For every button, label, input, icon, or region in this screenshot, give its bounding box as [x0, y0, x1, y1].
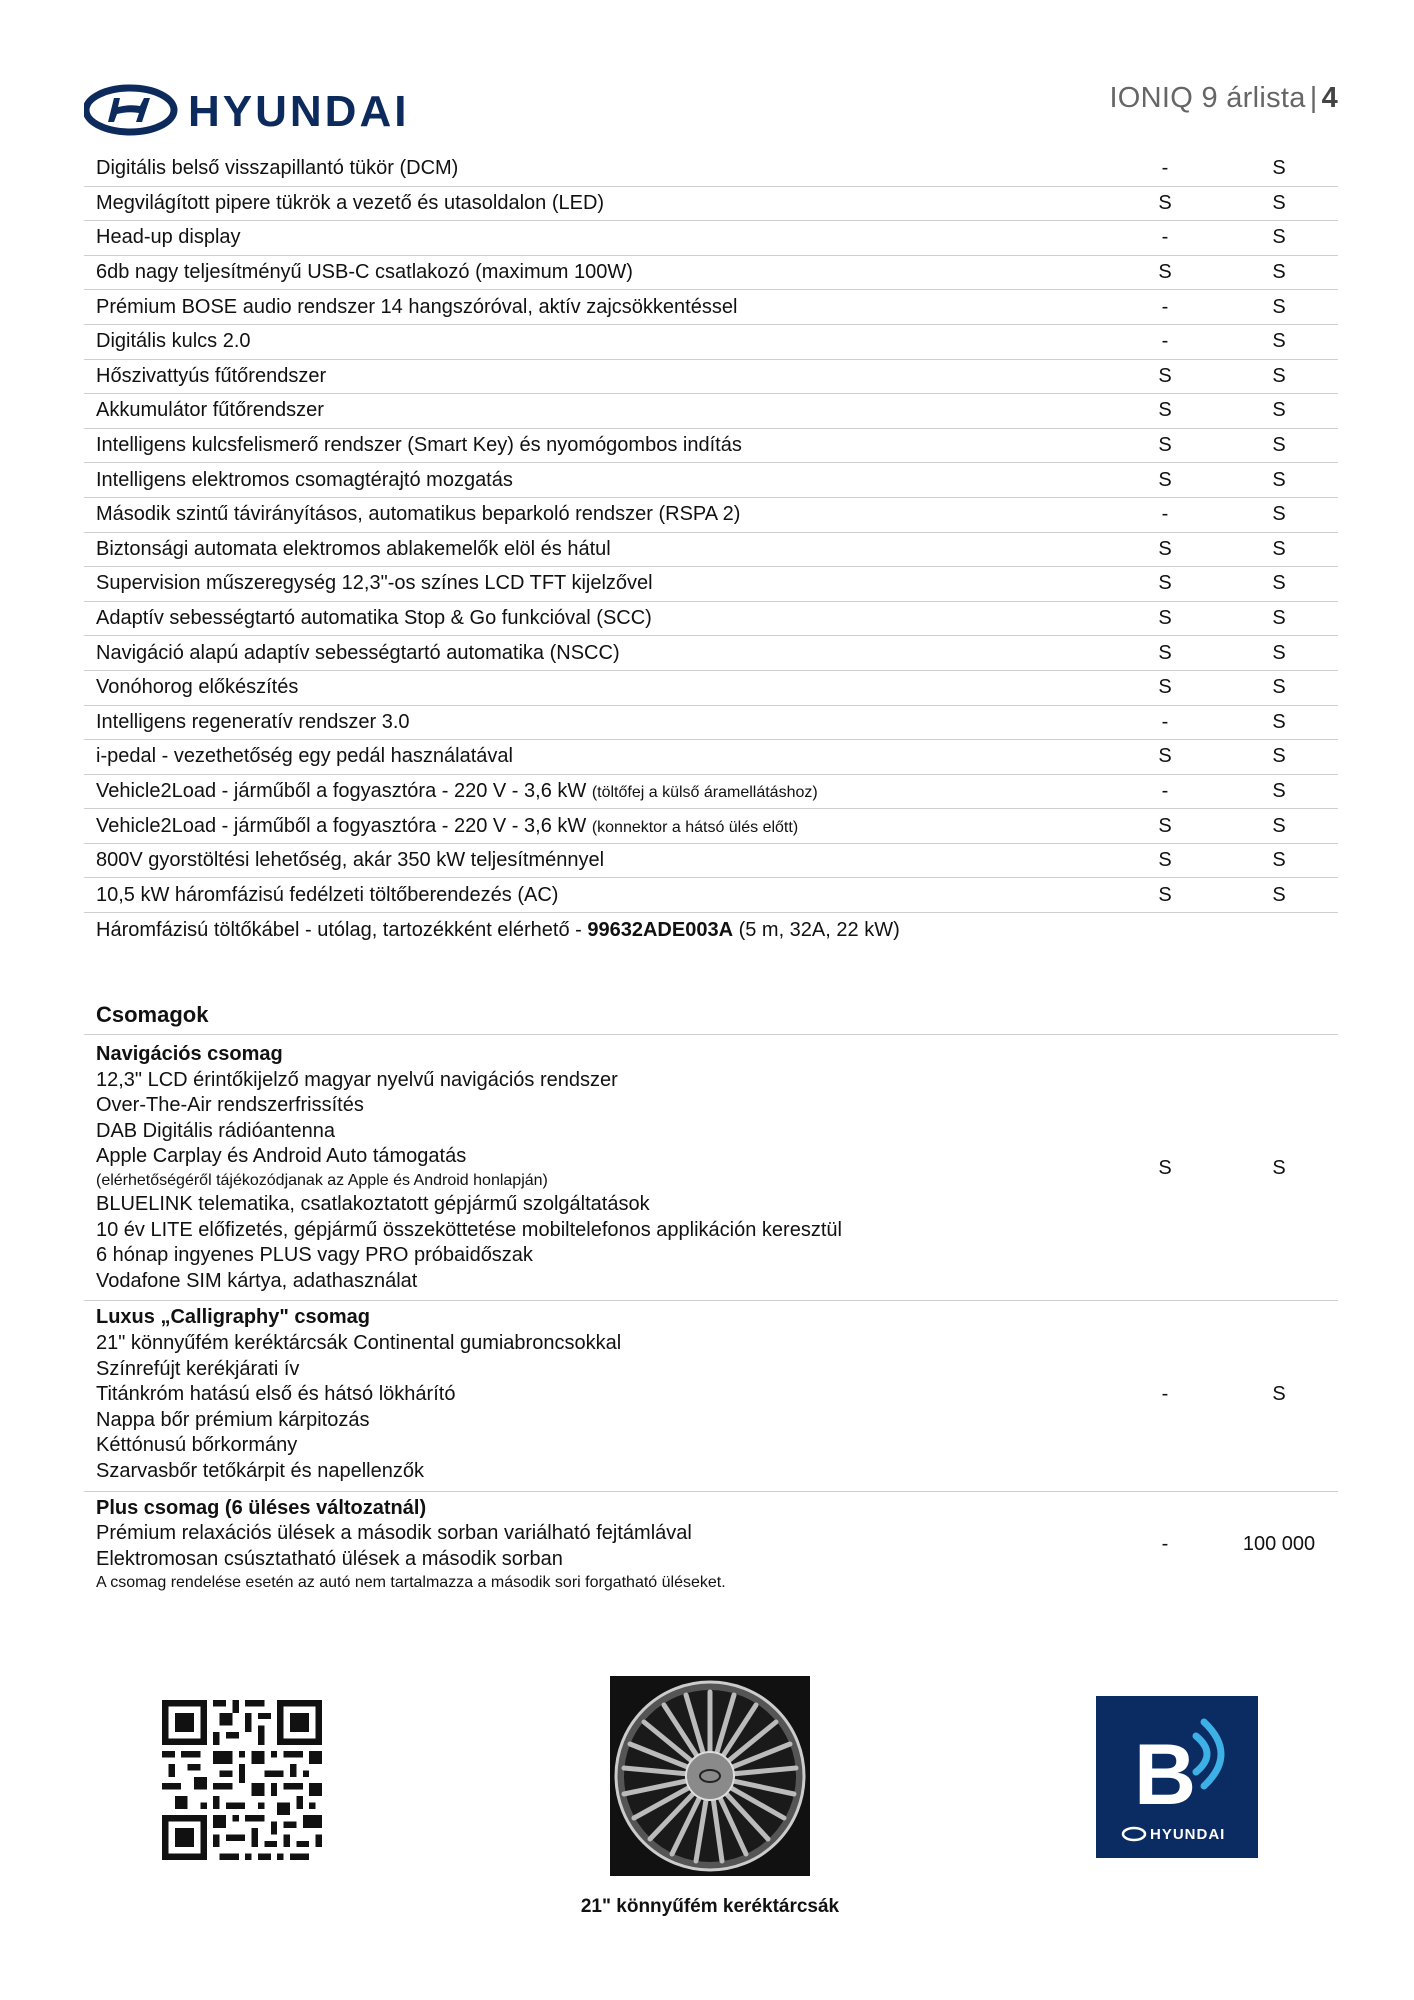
table-row [84, 463, 1338, 498]
trim1-value: S [1158, 572, 1172, 595]
package-item: Prémium relaxációs ülések a második sorban variálható fejtámlával [96, 1522, 692, 1545]
packages-divider [84, 1034, 1338, 1035]
trim1-value: S [1158, 1156, 1172, 1179]
feature-label: Adaptív sebességtartó automatika Stop & Go funkcióval (SCC) [96, 607, 652, 630]
trim2-value: S [1272, 503, 1286, 526]
trim2-value: S [1272, 710, 1286, 733]
plus-package [84, 1492, 1338, 1601]
trim1-value: S [1158, 745, 1172, 768]
package-description [84, 1496, 1108, 1595]
hyundai-wordmark: HYUNDAI [188, 87, 410, 136]
table-row [84, 706, 1338, 741]
trim2-value: S [1272, 1156, 1286, 1179]
feature-label: Második szintű távirányításos, automatikus beparkoló rendszer (RSPA 2) [96, 503, 741, 526]
feature-label: Intelligens elektromos csomagtérajtó mozgatás [96, 468, 513, 491]
table-row [84, 394, 1338, 429]
packages-table [84, 1038, 1338, 1600]
table-row [84, 567, 1338, 602]
trim1-value: - [1161, 157, 1169, 180]
table-row [84, 809, 1338, 844]
feature-label: Megvilágított pipere tükrök a vezető és utasoldalon (LED) [96, 191, 605, 214]
table-row [84, 878, 1338, 913]
trim1-value: S [1158, 537, 1172, 560]
trim2-value: S [1272, 295, 1286, 318]
package-item: Over-The-Air rendszerfrissítés [96, 1094, 364, 1117]
calligraphy-package [84, 1301, 1338, 1491]
package-item: BLUELINK telematika, csatlakoztatott gépjármű szolgáltatások [96, 1192, 650, 1215]
wheel-caption: 21" könnyűfém keréktárcsák [580, 1896, 840, 1917]
trim2-value: S [1272, 607, 1286, 630]
feature-label: Hőszivattyús fűtőrendszer [96, 364, 327, 387]
trim1-value: S [1158, 883, 1172, 906]
trim2-value: S [1272, 572, 1286, 595]
trim1-value: - [1161, 1383, 1169, 1406]
table-row [84, 636, 1338, 671]
table-row [84, 740, 1338, 775]
package-note: A csomag rendelése esetén az autó nem tartalmazza a második sori forgatható üléseket. [96, 1574, 726, 1592]
cable-label: Háromfázisú töltőkábel - utólag, tartozékként elérhető - 99632ADE003A (5 m, 32A, 22 kW) [96, 918, 900, 941]
feature-label: Intelligens regeneratív rendszer 3.0 [96, 710, 410, 733]
package-title: Navigációs csomag [96, 1043, 283, 1065]
trim1-value: S [1158, 468, 1172, 491]
trim2-value: S [1272, 849, 1286, 872]
feature-label: Supervision műszeregység 12,3"-os színes LCD TFT kijelzővel [96, 572, 653, 595]
feature-label: Vehicle2Load - járműből a fogyasztóra - 220 V - 3,6 kW (konnektor a hátsó ülés előtt) [96, 814, 799, 837]
bluelink-logo [1096, 1696, 1258, 1858]
trim2-value: S [1272, 641, 1286, 664]
charging-cable-row [84, 913, 1338, 948]
title-separator: | [1309, 82, 1318, 114]
trim2-value: S [1272, 191, 1286, 214]
feature-label: 6db nagy teljesítményű USB-C csatlakozó (maximum 100W) [96, 261, 633, 284]
page-number: 4 [1321, 82, 1338, 114]
feature-label: Vonóhorog előkészítés [96, 676, 299, 699]
feature-label: Prémium BOSE audio rendszer 14 hangszóróval, aktív zajcsökkentéssel [96, 295, 738, 318]
package-description [84, 1042, 1108, 1294]
trim1-value: S [1158, 849, 1172, 872]
table-row [84, 290, 1338, 325]
trim2-value: S [1272, 1383, 1286, 1406]
trim2-value: S [1272, 468, 1286, 491]
trim2-value: S [1272, 434, 1286, 457]
package-title: Plus csomag (6 üléses változatnál) [96, 1496, 427, 1519]
trim2-value: S [1272, 226, 1286, 249]
bluelink-brand: HYUNDAI [1150, 1826, 1226, 1843]
trim1-value: S [1158, 434, 1172, 457]
trim1-value: S [1158, 399, 1172, 422]
navigation-package [84, 1038, 1338, 1301]
feature-label: Navigáció alapú adaptív sebességtartó automatika (NSCC) [96, 641, 620, 664]
table-row [84, 256, 1338, 291]
feature-label: 800V gyorstöltési lehetőség, akár 350 kW teljesítménnyel [96, 849, 605, 872]
trim2-value: S [1272, 814, 1286, 837]
package-item: Elektromosan csúsztatható ülések a második sorban [96, 1547, 563, 1570]
table-row [84, 602, 1338, 637]
package-item: 10 év LITE előfizetés, gépjármű összeköttetése mobiltelefonos applikáción keresztül [96, 1218, 842, 1241]
table-row [84, 775, 1338, 810]
package-title: Luxus „Calligraphy" csomag [96, 1306, 370, 1329]
feature-label: Vehicle2Load - járműből a fogyasztóra - 220 V - 3,6 kW (töltőfej a külső áramellátáshoz) [96, 779, 818, 802]
trim1-value: S [1158, 261, 1172, 284]
table-row [84, 325, 1338, 360]
trim2-value: S [1272, 330, 1286, 353]
feature-table [84, 152, 1338, 948]
package-item: 6 hónap ingyenes PLUS vagy PRO próbaidőszak [96, 1244, 533, 1267]
trim1-value: S [1158, 607, 1172, 630]
price-list-title: IONIQ 9 árlista [1109, 82, 1306, 114]
package-item: Vodafone SIM kártya, adathasználat [96, 1269, 418, 1292]
table-row [84, 152, 1338, 187]
trim2-value: S [1272, 364, 1286, 387]
trim1-value: S [1158, 641, 1172, 664]
trim2-value: S [1272, 676, 1286, 699]
feature-label: Digitális kulcs 2.0 [96, 330, 251, 353]
trim2-value: S [1272, 261, 1286, 284]
package-item: Titánkróm hatású első és hátsó lökhárító [96, 1383, 456, 1406]
table-row [84, 187, 1338, 222]
packages-heading: Csomagok [96, 1002, 209, 1027]
package-item: 21" könnyűfém keréktárcsák Continental gumiabroncsokkal [96, 1331, 622, 1354]
trim1-value: - [1161, 295, 1169, 318]
trim2-value: S [1272, 779, 1286, 802]
package-item: Apple Carplay és Android Auto támogatás [96, 1145, 467, 1168]
feature-label: Head-up display [96, 226, 241, 249]
trim2-value: S [1272, 745, 1286, 768]
feature-label: Biztonsági automata elektromos ablakemelők elöl és hátul [96, 537, 611, 560]
trim1-value: - [1161, 503, 1169, 526]
cable-part-number: 99632ADE003A [587, 918, 734, 941]
table-row [84, 221, 1338, 256]
table-row [84, 429, 1338, 464]
trim1-value: S [1158, 364, 1172, 387]
package-item: DAB Digitális rádióantenna [96, 1119, 336, 1142]
feature-label: 10,5 kW háromfázisú fedélzeti töltőberendezés (AC) [96, 883, 559, 906]
package-item: Kéttónusú bőrkormány [96, 1434, 298, 1457]
package-item: Szarvasbőr tetőkárpit és napellenzők [96, 1459, 424, 1482]
table-row [84, 671, 1338, 706]
trim2-value: S [1272, 157, 1286, 180]
table-row [84, 533, 1338, 568]
table-row [84, 498, 1338, 533]
feature-label: Intelligens kulcsfelismerő rendszer (Smart Key) és nyomógombos indítás [96, 434, 742, 457]
page-header-title [1109, 82, 1338, 115]
trim1-value: S [1158, 814, 1172, 837]
table-row [84, 360, 1338, 395]
package-item: 12,3" LCD érintőkijelző magyar nyelvű navigációs rendszer [96, 1068, 618, 1091]
trim1-value: - [1161, 710, 1169, 733]
feature-label: Digitális belső visszapillantó tükör (DCM) [96, 157, 459, 180]
trim1-value: S [1158, 191, 1172, 214]
trim2-price: 100 000 [1242, 1533, 1316, 1556]
package-note: (elérhetőségéről tájékozódjanak az Apple és Android honlapján) [96, 1171, 548, 1189]
bluelink-letter: B [1134, 1727, 1197, 1823]
wheel-image [610, 1676, 810, 1876]
hyundai-logo [84, 80, 434, 140]
trim1-value: - [1161, 330, 1169, 353]
package-description [84, 1305, 1108, 1484]
package-item: Nappa bőr prémium kárpitozás [96, 1408, 370, 1431]
trim1-value: - [1161, 1533, 1169, 1556]
trim1-value: - [1161, 779, 1169, 802]
package-item: Színrefújt kerékjárati ív [96, 1357, 300, 1380]
trim1-value: - [1161, 226, 1169, 249]
table-row [84, 844, 1338, 879]
trim2-value: S [1272, 537, 1286, 560]
qr-code-icon[interactable] [162, 1700, 322, 1860]
trim1-value: S [1158, 676, 1172, 699]
trim2-value: S [1272, 399, 1286, 422]
trim2-value: S [1272, 883, 1286, 906]
feature-label: i-pedal - vezethetőség egy pedál használatával [96, 745, 513, 768]
feature-label: Akkumulátor fűtőrendszer [96, 399, 324, 422]
